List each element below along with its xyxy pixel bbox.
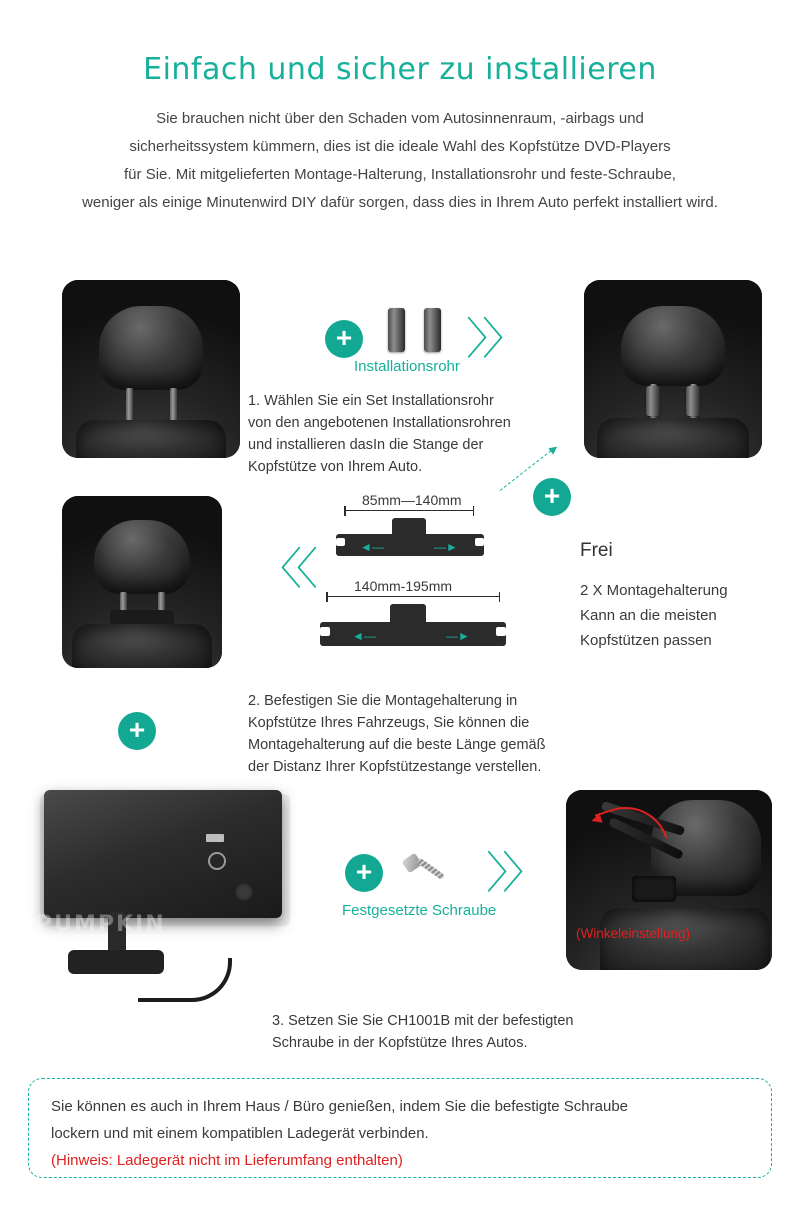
chevron-right-icon-step1: 〉〉 bbox=[466, 314, 520, 365]
installation-tube-1 bbox=[388, 308, 405, 352]
step3-line-2: Schraube in der Kopfstütze Ihres Autos. bbox=[272, 1035, 528, 1051]
bracket-bar-small bbox=[336, 534, 484, 556]
step3-description bbox=[272, 1010, 692, 1054]
measure-label-large: 140mm-195mm bbox=[350, 578, 456, 594]
step2-line-4: der Distanz Ihrer Kopfstützestange verstellen. bbox=[248, 759, 542, 775]
measure-line-small bbox=[344, 510, 474, 511]
footer-warning-note: (Hinweis: Ladegerät nicht im Lieferumfang enthalten) bbox=[51, 1152, 403, 1169]
bracket-info bbox=[580, 578, 780, 653]
intro-line-4: weniger als einige Minutenwird DIY dafür sorgen, dass dies in Ihrem Auto perfekt installiert wird. bbox=[82, 194, 718, 211]
av-port-icon bbox=[208, 852, 226, 870]
plus-icon-step2: + bbox=[533, 478, 571, 516]
headrest-shape bbox=[99, 306, 203, 390]
bracket-notch-left-large bbox=[320, 627, 330, 636]
adjust-arrow-right-large: —► bbox=[446, 629, 470, 643]
step2-line-2: Kopfstütze Ihres Fahrzeugs, Sie können die bbox=[248, 715, 530, 731]
chevron-left-icon-step2: 〈〈 bbox=[258, 544, 312, 595]
installation-tube-label: Installationsrohr bbox=[354, 358, 460, 375]
footer-line-2: lockern und mit einem kompatiblen Ladegerät verbinden. bbox=[51, 1125, 429, 1142]
control-knob-icon bbox=[234, 882, 254, 902]
step1-description bbox=[248, 390, 578, 478]
headrest-post-right bbox=[170, 388, 177, 422]
photo-mounted-angle bbox=[566, 790, 772, 970]
screw-illustration bbox=[404, 852, 464, 896]
headrest-shape bbox=[621, 306, 725, 386]
angle-adjust-note: (Winkeleinstellung) bbox=[576, 926, 691, 941]
installation-tube-2 bbox=[424, 308, 441, 352]
plus-icon-step2-lower: + bbox=[118, 712, 156, 750]
step1-line-2: von den angebotenen Installationsrohren bbox=[248, 415, 511, 431]
adjust-arrow-left-large: ◄— bbox=[352, 629, 376, 643]
bracket-notch-left-small bbox=[336, 538, 345, 546]
step1-line-4: Kopfstütze von Ihrem Auto. bbox=[248, 459, 423, 475]
intro-line-2: sicherheitssystem kümmern, dies ist die ideale Wahl des Kopfstütze DVD-Players bbox=[129, 138, 671, 155]
bracket-info-line-2: Kann an die meisten bbox=[580, 607, 717, 624]
step3-line-1: 3. Setzen Sie Sie CH1001B mit der befestigten bbox=[272, 1013, 574, 1029]
footer-note-box bbox=[28, 1078, 772, 1178]
plus-icon-step3: + bbox=[345, 854, 383, 892]
photo-headrest-plain bbox=[62, 280, 240, 458]
mounted-tube-left bbox=[646, 386, 660, 416]
bracket-notch-right-small bbox=[475, 538, 484, 546]
bracket-joint bbox=[632, 876, 676, 902]
step1-line-1: 1. Wählen Sie ein Set Installationsrohr bbox=[248, 393, 494, 409]
photo-headrest-with-bracket bbox=[62, 496, 222, 668]
step2-description bbox=[248, 690, 648, 778]
adjust-arrow-left-small: ◄— bbox=[360, 540, 384, 554]
step2-line-3: Montagehalterung auf die beste Länge gemäß bbox=[248, 737, 546, 753]
measure-line-large bbox=[326, 596, 500, 597]
adjust-arrow-right-small: —► bbox=[434, 540, 458, 554]
step2-line-1: 2. Befestigen Sie die Montagehalterung in bbox=[248, 693, 518, 709]
bracket-info-line-3: Kopfstützen passen bbox=[580, 632, 712, 649]
intro-line-1: Sie brauchen nicht über den Schaden vom Autosinnenraum, -airbags und bbox=[156, 110, 644, 127]
bracket-info-line-1: 2 X Montagehalterung bbox=[580, 582, 728, 599]
bracket-notch-right-large bbox=[496, 627, 506, 636]
power-cable bbox=[138, 958, 232, 1002]
measure-label-small: 85mm—140mm bbox=[358, 492, 466, 508]
page-title: Einfach und sicher zu installieren bbox=[143, 52, 657, 87]
screw-label: Festgesetzte Schraube bbox=[342, 902, 497, 919]
mounted-tube-right bbox=[686, 386, 700, 416]
intro-line-3: für Sie. Mit mitgelieferten Montage-Halterung, Installationsrohr und feste-Schraube, bbox=[124, 166, 676, 183]
seatback-shape bbox=[597, 418, 749, 458]
headrest-post-left bbox=[126, 388, 133, 422]
usb-port-icon bbox=[206, 834, 224, 842]
footer-line-1: Sie können es auch in Ihrem Haus / Büro genießen, indem Sie die befestigte Schraube bbox=[51, 1098, 629, 1115]
chevron-right-icon-step3: 〉〉 bbox=[486, 848, 540, 899]
bracket-bar-large bbox=[320, 622, 506, 646]
seatback-shape bbox=[76, 420, 226, 458]
free-label: Frei bbox=[580, 540, 613, 561]
photo-headrest-with-tubes bbox=[584, 280, 762, 458]
photo-monitor-back bbox=[30, 790, 320, 1010]
screw-shaft bbox=[417, 858, 445, 880]
headrest-shape bbox=[94, 520, 190, 594]
seatback-shape bbox=[72, 624, 212, 668]
intro-paragraph bbox=[50, 105, 750, 217]
plus-icon-step1: + bbox=[325, 320, 363, 358]
brand-watermark: PUMPKIN bbox=[36, 912, 166, 937]
step1-line-3: und installieren dasIn die Stange der bbox=[248, 437, 484, 453]
